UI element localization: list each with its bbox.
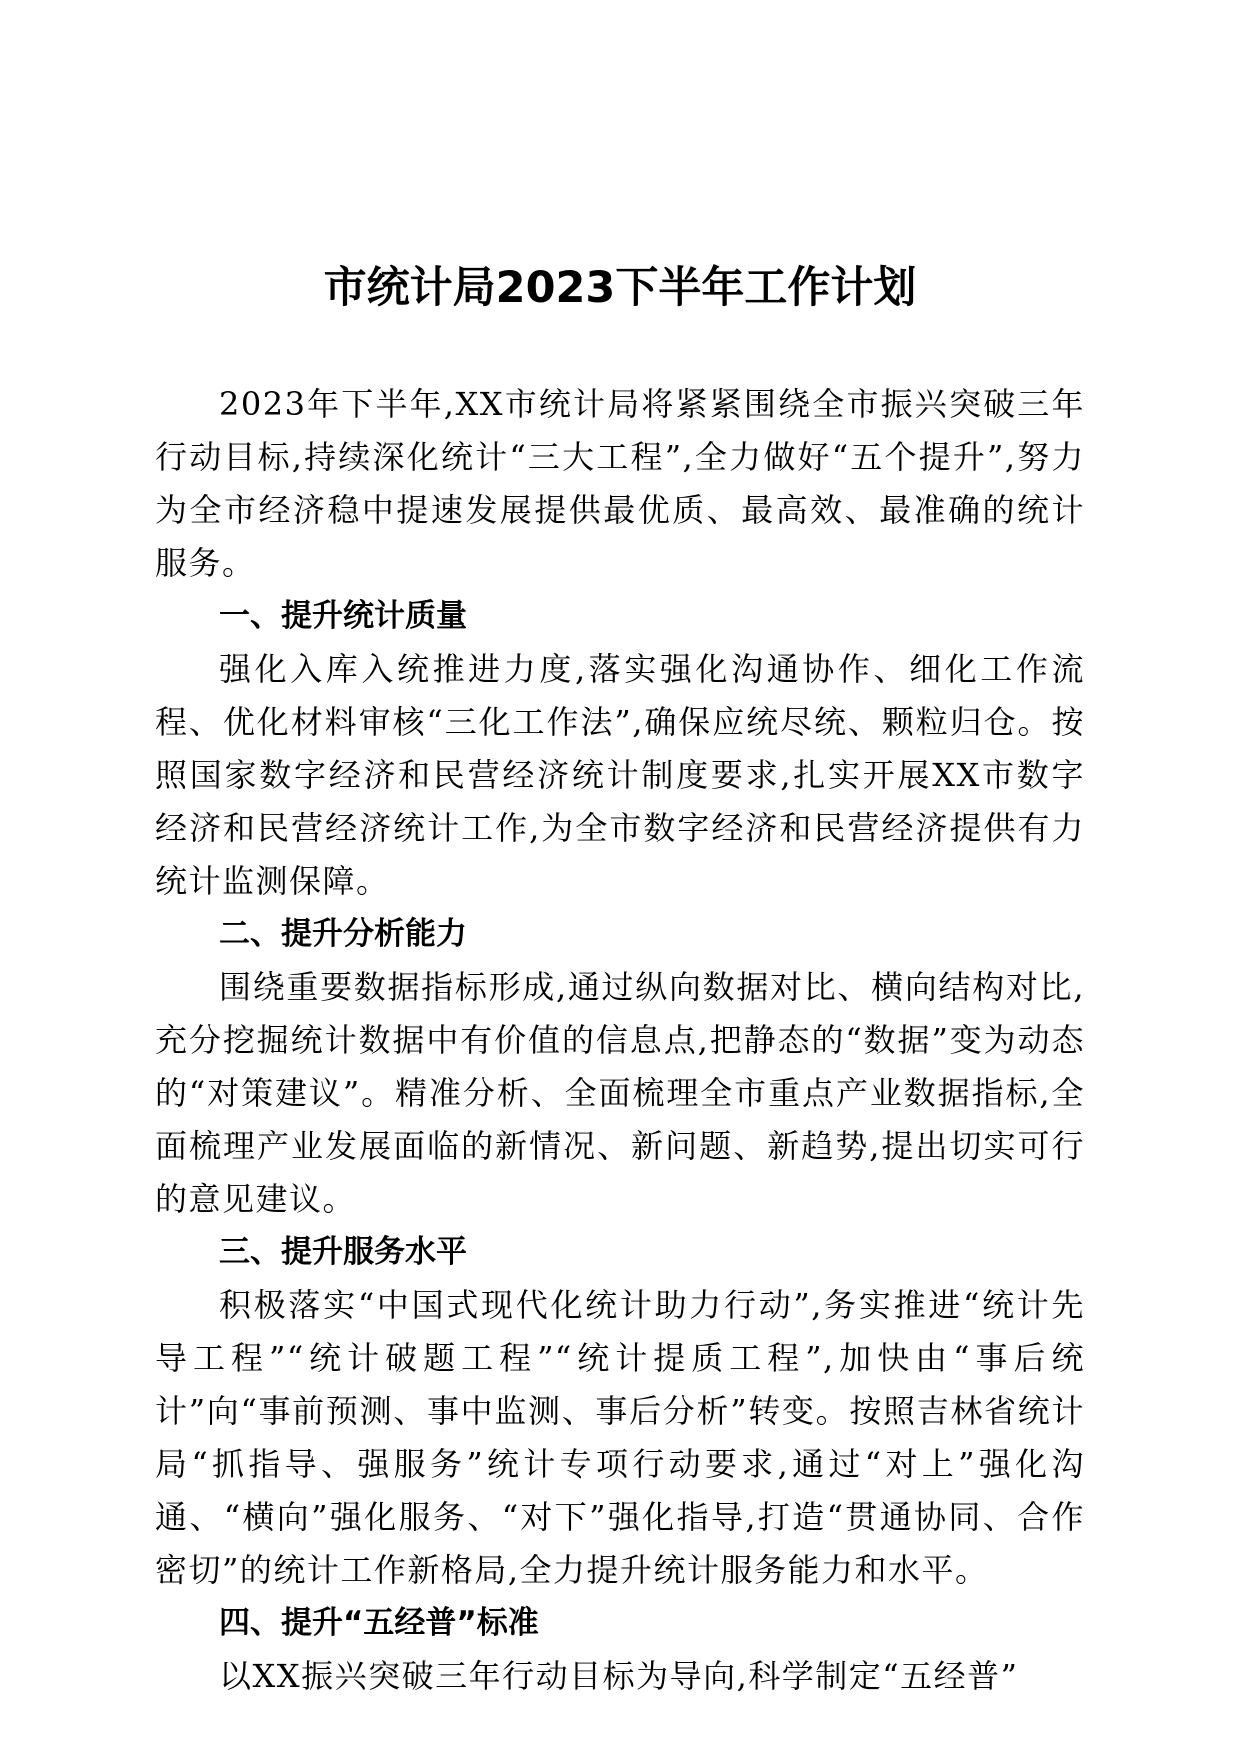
section-heading-2: 二、提升分析能力 <box>219 916 467 952</box>
section-paragraph-4: 以XX振兴突破三年行动目标为导向,科学制定“五经普” <box>219 1657 1019 1695</box>
section-paragraph-3: 积极落实“中国式现代化统计助力行动”,务实推进“统计先导工程”“统计破题工程”“统计提质工程”,加快由“事后统计”向“事前预测、事中监测、事后分析”转变。按照吉林省统计局“抓指导、强服务”统计专项行动要求,通过“对上”强化沟通、“横向”强化服务、“对下”强化指导,打造“贯通协同、合作密切”的统计工作新格局,全力提升统计服务能力和水平。 <box>155 1286 1085 1589</box>
section-paragraph-1: 强化入库入统推进力度,落实强化沟通协作、细化工作流程、优化材料审核“三化工作法”,确保应统尽统、颗粒归仓。按照国家数字经济和民营经济统计制度要求,扎实开展XX市数字经济和民营经济统计工作,为全市数字经济和民营经济提供有力统计监测保障。 <box>155 650 1085 900</box>
document-body <box>155 378 1085 1703</box>
section-heading-3: 三、提升服务水平 <box>219 1234 467 1270</box>
section-paragraph-2: 围绕重要数据指标形成,通过纵向数据对比、横向结构对比,充分挖掘统计数据中有价值的信息点,把静态的“数据”变为动态的“对策建议”。精准分析、全面梳理全市重点产业数据指标,全面梳理产业发展面临的新情况、新问题、新趋势,提出切实可行的意见建议。 <box>155 968 1085 1218</box>
section-heading-1: 一、提升统计质量 <box>219 598 467 634</box>
document-title: 市统计局2023下半年工作计划 <box>323 263 917 313</box>
section-heading-4: 四、提升“五经普”标准 <box>219 1605 539 1641</box>
intro-paragraph: 2023年下半年,XX市统计局将紧紧围绕全市振兴突破三年行动目标,持续深化统计“三大工程”,全力做好“五个提升”,努力为全市经济稳中提速发展提供最优质、最高效、最准确的统计服务。 <box>155 385 1085 582</box>
